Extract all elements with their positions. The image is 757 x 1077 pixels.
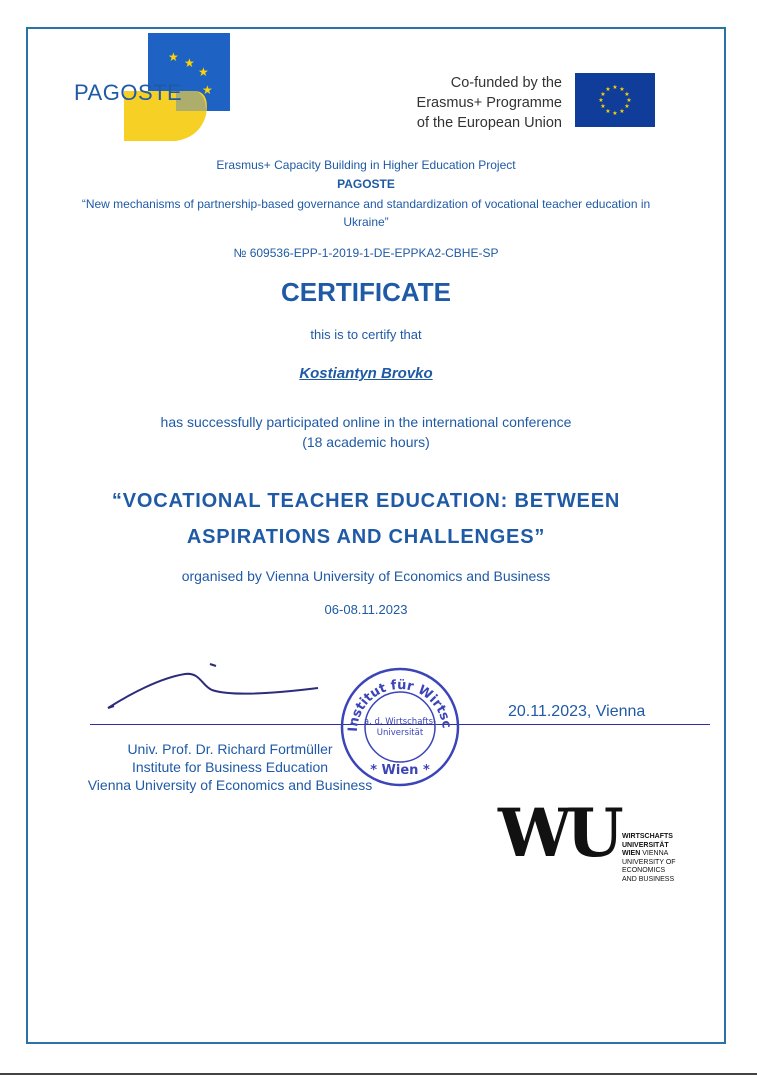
conference-title-line: ASPIRATIONS AND CHALLENGES” [186,526,546,548]
svg-text:★: ★ [598,97,604,104]
eu-flag-icon [575,73,655,127]
wu-logo-line [622,850,676,859]
wu-logo-line: UNIVERSITÄT [622,841,669,849]
wu-logo-word: VIENNA [640,850,669,857]
wu-logo-line: ECONOMICS [622,867,666,874]
wu-logo-line: AND BUSINESS [622,875,675,883]
issue-date-place: 20.11.2023, Vienna [508,703,646,720]
stamp-inner-line: a. d. Wirtschafts- [363,717,437,727]
project-number: № 609536-EPP-1-2019-1-DE-EPPKA2-CBHE-SP [233,246,499,260]
signer-block [60,740,400,794]
svg-text:★: ★ [619,108,625,115]
recipient-name: Kostiantyn Brovko [299,365,433,382]
signer-name: Univ. Prof. Dr. Richard Fortmüller [127,741,333,757]
conference-dates: 06-08.11.2023 [324,602,408,617]
svg-text:★: ★ [600,103,606,110]
signer-university: Vienna University of Economics and Business [87,777,373,793]
certificate-title: CERTIFICATE [281,277,451,307]
svg-text:★: ★ [612,110,618,117]
certify-text: this is to certify that [310,327,422,342]
participation-text [60,412,672,452]
svg-text:★: ★ [624,91,630,98]
conference-title-line: “VOCATIONAL TEACHER EDUCATION: BETWEEN [111,490,621,512]
academic-hours: (18 academic hours) [302,434,430,450]
stamp-outer-text: Institut für Wirtsc [345,677,454,733]
svg-text:★: ★ [624,103,630,110]
svg-text:★: ★ [626,97,632,104]
participation-line: has successfully participated online in the international conference [160,414,572,430]
project-name: PAGOSTE [337,177,395,191]
svg-text:★: ★ [198,65,209,79]
svg-text:★: ★ [184,56,195,70]
wu-logo-word: WIEN [622,850,641,857]
pagoste-logo [72,33,234,143]
svg-text:★: ★ [619,86,625,93]
wu-logo [498,794,698,900]
svg-text:★: ★ [612,84,618,91]
stamp-inner-line: Universität [376,728,424,738]
svg-text:★: ★ [202,83,213,97]
cofunded-line: of the European Union [416,115,562,131]
svg-text:★: ★ [600,91,606,98]
organiser-text: organised by Vienna University of Economics and Business [181,568,551,584]
stamp-bottom-text: * Wien * [370,763,430,778]
svg-text:★: ★ [605,86,611,93]
wu-logo-subtitle [622,833,676,884]
pagoste-logo-text: PAGOSTE [74,80,183,105]
page-bottom-divider [0,1073,757,1075]
cofunded-line: Erasmus+ Programme [416,95,562,111]
signer-institute: Institute for Business Education [131,759,329,775]
conference-title [60,483,672,555]
cofunded-line: Co-funded by the [450,75,562,91]
project-line: Erasmus+ Capacity Building in Higher Education Project [216,158,516,172]
wu-logo-letters: WU [498,794,618,872]
svg-text:★: ★ [605,108,611,115]
wu-logo-line: UNIVERSITY OF [622,858,676,866]
cofunded-text [380,73,562,133]
svg-text:★: ★ [168,50,179,64]
project-description: “New mechanisms of partnership-based governance and standardization of vocational teacher education in Ukraine” [81,197,651,229]
handwritten-signature [100,656,330,716]
wu-logo-line: WIRTSCHAFTS [622,833,673,840]
